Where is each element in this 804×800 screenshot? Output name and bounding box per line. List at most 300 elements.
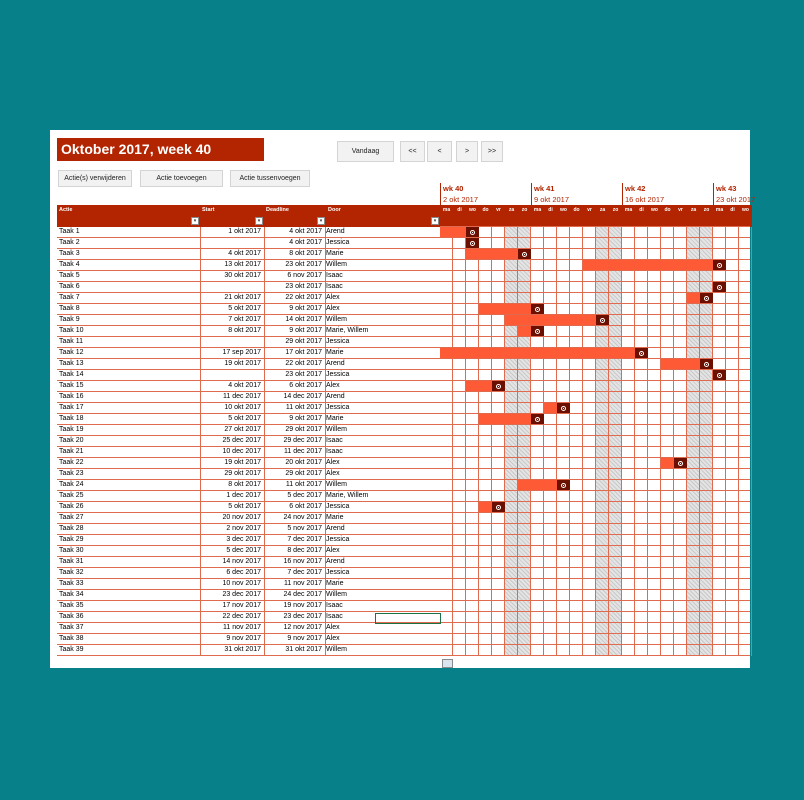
task-name-cell[interactable]: Taak 29 bbox=[59, 536, 84, 543]
grid-line bbox=[440, 369, 750, 370]
day-label: za bbox=[687, 205, 700, 227]
assignee-cell[interactable]: Alex bbox=[326, 470, 340, 477]
grid-line bbox=[440, 281, 750, 282]
task-bar bbox=[583, 260, 713, 270]
deadline-cell[interactable]: 29 okt 2017 bbox=[285, 338, 322, 345]
table-row[interactable] bbox=[57, 634, 440, 645]
deadline-cell[interactable]: 23 dec 2017 bbox=[283, 613, 322, 620]
gantt-chart bbox=[440, 183, 756, 656]
grid-line bbox=[440, 402, 750, 403]
deadline-cell[interactable]: 4 okt 2017 bbox=[289, 239, 322, 246]
day-label: ma bbox=[531, 205, 544, 227]
task-bar bbox=[518, 480, 557, 490]
day-label: vr bbox=[583, 205, 596, 227]
table-row[interactable] bbox=[57, 535, 440, 546]
task-bar bbox=[479, 502, 492, 512]
start-date-cell[interactable]: 11 nov 2017 bbox=[222, 624, 261, 631]
deadline-cell[interactable]: 5 dec 2017 bbox=[287, 492, 322, 499]
deadline-cell[interactable]: 20 okt 2017 bbox=[285, 459, 322, 466]
deadline-cell[interactable]: 5 nov 2017 bbox=[287, 525, 322, 532]
start-date-cell[interactable]: 29 okt 2017 bbox=[224, 470, 261, 477]
task-name-cell[interactable]: Taak 38 bbox=[59, 635, 84, 642]
deadline-cell[interactable]: 7 dec 2017 bbox=[287, 536, 322, 543]
table-row[interactable] bbox=[57, 436, 440, 447]
start-date-cell[interactable]: 21 okt 2017 bbox=[224, 294, 261, 301]
task-name-cell[interactable]: Taak 31 bbox=[59, 558, 84, 565]
task-name-cell[interactable]: Taak 39 bbox=[59, 646, 84, 653]
start-date-cell[interactable]: 14 nov 2017 bbox=[222, 558, 261, 565]
table-row[interactable] bbox=[57, 469, 440, 480]
day-label: ma bbox=[440, 205, 453, 227]
grid-line bbox=[440, 578, 750, 579]
task-name-cell[interactable]: Taak 37 bbox=[59, 624, 84, 631]
task-name-cell[interactable]: Taak 36 bbox=[59, 613, 84, 620]
start-date-cell[interactable]: 5 okt 2017 bbox=[228, 305, 261, 312]
task-name-cell[interactable]: Taak 14 bbox=[59, 371, 84, 378]
deadline-cell[interactable]: 6 okt 2017 bbox=[289, 382, 322, 389]
table-row[interactable] bbox=[57, 403, 440, 414]
day-label: ma bbox=[713, 205, 726, 227]
grid-line bbox=[440, 446, 750, 447]
day-label: za bbox=[596, 205, 609, 227]
task-name-cell[interactable]: Taak 18 bbox=[59, 415, 84, 422]
assignee-cell[interactable]: Arend bbox=[326, 360, 345, 367]
grid-line bbox=[440, 336, 750, 337]
deadline-cell[interactable]: 19 nov 2017 bbox=[283, 602, 322, 609]
table-row[interactable] bbox=[57, 623, 440, 634]
task-name-cell[interactable]: Taak 15 bbox=[59, 382, 84, 389]
insert-action-button[interactable]: Actie tussenvoegen bbox=[230, 170, 310, 187]
grid-line bbox=[440, 655, 750, 656]
assignee-cell[interactable]: Marie bbox=[326, 580, 344, 587]
start-date-cell[interactable]: 8 okt 2017 bbox=[228, 481, 261, 488]
start-date-cell[interactable]: 10 okt 2017 bbox=[224, 404, 261, 411]
assignee-cell[interactable]: Marie, Willem bbox=[326, 492, 369, 499]
grid-line bbox=[440, 490, 750, 491]
task-bar bbox=[505, 315, 596, 325]
filter-deadline-dropdown[interactable]: ▾ bbox=[317, 217, 325, 225]
deadline-cell[interactable]: 31 okt 2017 bbox=[285, 646, 322, 653]
assignee-cell[interactable]: Willem bbox=[326, 591, 347, 598]
assignee-cell[interactable]: Alex bbox=[326, 294, 340, 301]
deadline-cell[interactable]: 24 nov 2017 bbox=[283, 514, 322, 521]
start-date-cell[interactable]: 6 dec 2017 bbox=[226, 569, 261, 576]
start-date-cell[interactable]: 17 sep 2017 bbox=[222, 349, 261, 356]
start-date-cell[interactable]: 1 okt 2017 bbox=[228, 228, 261, 235]
start-date-cell[interactable]: 4 okt 2017 bbox=[228, 382, 261, 389]
deadline-cell[interactable]: 14 okt 2017 bbox=[285, 316, 322, 323]
start-date-cell[interactable]: 22 dec 2017 bbox=[222, 613, 261, 620]
deadline-cell[interactable]: 11 dec 2017 bbox=[283, 448, 322, 455]
start-date-cell[interactable]: 5 okt 2017 bbox=[228, 503, 261, 510]
deadline-cell[interactable]: 29 okt 2017 bbox=[285, 470, 322, 477]
grid-line bbox=[440, 226, 750, 227]
assignee-cell[interactable]: Isaac bbox=[326, 448, 343, 455]
grid-line bbox=[440, 556, 750, 557]
add-action-button[interactable]: Actie toevoegen bbox=[140, 170, 223, 187]
assignee-cell[interactable]: Arend bbox=[326, 525, 345, 532]
table-row[interactable] bbox=[57, 645, 440, 656]
deadline-cell[interactable]: 23 okt 2017 bbox=[285, 371, 322, 378]
day-label: wo bbox=[557, 205, 570, 227]
start-date-cell[interactable]: 10 nov 2017 bbox=[222, 580, 261, 587]
task-name-cell[interactable]: Taak 8 bbox=[59, 305, 80, 312]
deadline-marker-icon bbox=[531, 304, 544, 314]
table-row[interactable] bbox=[57, 315, 440, 326]
assignee-cell[interactable]: Marie bbox=[326, 250, 344, 257]
week-header bbox=[440, 183, 531, 205]
deadline-cell[interactable]: 22 okt 2017 bbox=[285, 360, 322, 367]
column-divider bbox=[325, 227, 326, 656]
assignee-cell[interactable]: Isaac bbox=[326, 272, 343, 279]
deadline-marker-icon bbox=[466, 238, 479, 248]
deadline-marker-icon bbox=[492, 502, 505, 512]
start-date-cell[interactable]: 27 okt 2017 bbox=[224, 426, 261, 433]
deadline-cell[interactable]: 11 nov 2017 bbox=[283, 580, 322, 587]
deadline-cell[interactable]: 9 okt 2017 bbox=[289, 327, 322, 334]
task-name-cell[interactable]: Taak 1 bbox=[59, 228, 80, 235]
start-date-cell[interactable]: 13 okt 2017 bbox=[224, 261, 261, 268]
start-date-cell[interactable]: 7 okt 2017 bbox=[228, 316, 261, 323]
task-name-cell[interactable]: Taak 27 bbox=[59, 514, 84, 521]
task-name-cell[interactable]: Taak 26 bbox=[59, 503, 84, 510]
header-action: Actie bbox=[59, 207, 73, 213]
table-row[interactable] bbox=[57, 579, 440, 590]
deadline-marker-icon bbox=[674, 458, 687, 468]
table-row[interactable] bbox=[57, 392, 440, 403]
day-label: di bbox=[544, 205, 557, 227]
table-row[interactable] bbox=[57, 249, 440, 260]
table-row[interactable] bbox=[57, 557, 440, 568]
task-bar bbox=[687, 293, 700, 303]
table-row[interactable] bbox=[57, 326, 440, 337]
task-name-cell[interactable]: Taak 2 bbox=[59, 239, 80, 246]
table-row[interactable] bbox=[57, 370, 440, 381]
grid-line bbox=[440, 545, 750, 546]
task-name-cell[interactable]: Taak 34 bbox=[59, 591, 84, 598]
grid-line bbox=[440, 479, 750, 480]
table-row[interactable] bbox=[57, 502, 440, 513]
task-name-cell[interactable]: Taak 33 bbox=[59, 580, 84, 587]
assignee-cell[interactable]: Marie bbox=[326, 415, 344, 422]
start-date-cell[interactable]: 19 okt 2017 bbox=[224, 360, 261, 367]
task-bar bbox=[479, 414, 531, 424]
table-row[interactable] bbox=[57, 425, 440, 436]
assignee-cell[interactable]: Willem bbox=[326, 646, 347, 653]
deadline-cell[interactable]: 23 okt 2017 bbox=[285, 283, 322, 290]
grid-line bbox=[440, 435, 750, 436]
deadline-cell[interactable]: 4 okt 2017 bbox=[289, 228, 322, 235]
assignee-cell[interactable]: Isaac bbox=[326, 602, 343, 609]
assignee-cell[interactable]: Jessica bbox=[326, 338, 350, 345]
header-deadline: Deadline bbox=[266, 207, 289, 213]
deadline-marker-icon bbox=[557, 403, 570, 413]
task-name-cell[interactable]: Taak 30 bbox=[59, 547, 84, 554]
week-label: wk 43 bbox=[716, 184, 737, 193]
task-name-cell[interactable]: Taak 24 bbox=[59, 481, 84, 488]
task-name-cell[interactable]: Taak 3 bbox=[59, 250, 80, 257]
assignee-cell[interactable]: Willem bbox=[326, 481, 347, 488]
prev-button[interactable]: < bbox=[427, 141, 452, 162]
filter-start-dropdown[interactable]: ▾ bbox=[255, 217, 263, 225]
assignee-cell[interactable]: Alex bbox=[326, 624, 340, 631]
week-label: wk 41 bbox=[534, 184, 555, 193]
task-name-cell[interactable]: Taak 32 bbox=[59, 569, 84, 576]
day-label: vr bbox=[674, 205, 687, 227]
table-row[interactable] bbox=[57, 238, 440, 249]
header-by: Door bbox=[328, 207, 341, 213]
day-label: do bbox=[479, 205, 492, 227]
filter-action-dropdown[interactable]: ▾ bbox=[191, 217, 199, 225]
start-date-cell[interactable]: 5 dec 2017 bbox=[226, 547, 261, 554]
assignee-cell[interactable]: Alex bbox=[326, 635, 340, 642]
table-row[interactable] bbox=[57, 348, 440, 359]
deadline-marker-icon bbox=[700, 359, 713, 369]
task-name-cell[interactable]: Taak 19 bbox=[59, 426, 84, 433]
day-label: di bbox=[635, 205, 648, 227]
assignee-cell[interactable]: Isaac bbox=[326, 283, 343, 290]
assignee-cell[interactable]: Jessica bbox=[326, 536, 350, 543]
assignee-cell[interactable]: Isaac bbox=[326, 613, 343, 620]
assignee-cell[interactable]: Alex bbox=[326, 547, 340, 554]
assignee-cell[interactable]: Arend bbox=[326, 228, 345, 235]
deadline-cell[interactable]: 29 okt 2017 bbox=[285, 426, 322, 433]
assignee-cell[interactable]: Alex bbox=[326, 382, 340, 389]
task-name-cell[interactable]: Taak 20 bbox=[59, 437, 84, 444]
filter-by-dropdown[interactable]: ▾ bbox=[431, 217, 439, 225]
start-date-cell[interactable]: 4 okt 2017 bbox=[228, 250, 261, 257]
table-row[interactable] bbox=[57, 524, 440, 535]
deadline-marker-icon bbox=[557, 480, 570, 490]
assignee-cell[interactable]: Willem bbox=[326, 261, 347, 268]
task-name-cell[interactable]: Taak 13 bbox=[59, 360, 84, 367]
grid-line bbox=[440, 600, 750, 601]
start-date-cell[interactable]: 1 dec 2017 bbox=[226, 492, 261, 499]
task-name-cell[interactable]: Taak 12 bbox=[59, 349, 84, 356]
grid-line bbox=[440, 644, 750, 645]
assignee-cell[interactable]: Marie, Willem bbox=[326, 327, 369, 334]
assignee-cell[interactable]: Isaac bbox=[326, 437, 343, 444]
assignee-cell[interactable]: Jessica bbox=[326, 404, 350, 411]
deadline-marker-icon bbox=[531, 326, 544, 336]
task-bar bbox=[466, 381, 492, 391]
deadline-cell[interactable]: 11 okt 2017 bbox=[285, 481, 322, 488]
table-row[interactable] bbox=[57, 337, 440, 348]
grid-line bbox=[440, 589, 750, 590]
deadline-cell[interactable]: 8 okt 2017 bbox=[289, 250, 322, 257]
assignee-cell[interactable]: Jessica bbox=[326, 503, 350, 510]
start-date-cell[interactable]: 30 okt 2017 bbox=[224, 272, 261, 279]
deadline-cell[interactable]: 16 nov 2017 bbox=[283, 558, 322, 565]
next-button[interactable]: > bbox=[456, 141, 478, 162]
week-date: 23 okt 2017 bbox=[716, 195, 756, 204]
task-name-cell[interactable]: Taak 11 bbox=[59, 338, 83, 345]
assignee-cell[interactable]: Alex bbox=[326, 305, 340, 312]
day-label: zo bbox=[700, 205, 713, 227]
task-name-cell[interactable]: Taak 10 bbox=[59, 327, 84, 334]
start-date-cell[interactable]: 19 okt 2017 bbox=[224, 459, 261, 466]
table-row[interactable] bbox=[57, 458, 440, 469]
day-label: zo bbox=[518, 205, 531, 227]
deadline-cell[interactable]: 12 nov 2017 bbox=[283, 624, 322, 631]
task-bar bbox=[518, 326, 531, 336]
assignee-cell[interactable]: Jessica bbox=[326, 239, 350, 246]
start-date-cell[interactable]: 3 dec 2017 bbox=[226, 536, 261, 543]
start-date-cell[interactable]: 9 nov 2017 bbox=[226, 635, 261, 642]
table-row[interactable] bbox=[57, 601, 440, 612]
table-row[interactable] bbox=[57, 359, 440, 370]
grid-line bbox=[440, 512, 750, 513]
deadline-marker-icon bbox=[492, 381, 505, 391]
task-name-cell[interactable]: Taak 5 bbox=[59, 272, 80, 279]
deadline-cell[interactable]: 6 okt 2017 bbox=[289, 503, 322, 510]
table-row[interactable] bbox=[57, 414, 440, 425]
first-button[interactable]: << bbox=[400, 141, 425, 162]
table-row[interactable] bbox=[57, 293, 440, 304]
table-row[interactable] bbox=[57, 491, 440, 502]
deadline-cell[interactable]: 22 okt 2017 bbox=[285, 294, 322, 301]
start-date-cell[interactable]: 8 okt 2017 bbox=[228, 327, 261, 334]
deadline-marker-icon bbox=[700, 293, 713, 303]
table-row[interactable] bbox=[57, 260, 440, 271]
week-date: 2 okt 2017 bbox=[443, 195, 479, 204]
assignee-cell[interactable]: Alex bbox=[326, 459, 340, 466]
week-label: wk 40 bbox=[443, 184, 464, 193]
task-name-cell[interactable]: Taak 35 bbox=[59, 602, 84, 609]
start-date-cell[interactable]: 5 okt 2017 bbox=[228, 415, 261, 422]
grid-line bbox=[440, 237, 750, 238]
task-name-cell[interactable]: Taak 16 bbox=[59, 393, 84, 400]
start-date-cell[interactable]: 20 nov 2017 bbox=[222, 514, 261, 521]
week-date: 9 okt 2017 bbox=[534, 195, 570, 204]
task-name-cell[interactable]: Taak 23 bbox=[59, 470, 84, 477]
table-row[interactable] bbox=[57, 271, 440, 282]
week-header bbox=[622, 183, 713, 205]
paste-options-icon[interactable] bbox=[442, 659, 453, 668]
deadline-marker-icon bbox=[713, 370, 726, 380]
assignee-cell[interactable]: Jessica bbox=[326, 371, 350, 378]
day-label: wo bbox=[648, 205, 661, 227]
deadline-cell[interactable]: 11 okt 2017 bbox=[285, 404, 322, 411]
start-date-cell[interactable]: 23 dec 2017 bbox=[222, 591, 261, 598]
grid-line bbox=[440, 468, 750, 469]
deadline-marker-icon bbox=[713, 282, 726, 292]
grid-line bbox=[440, 270, 750, 271]
assignee-cell[interactable]: Willem bbox=[326, 426, 347, 433]
deadline-cell[interactable]: 14 dec 2017 bbox=[283, 393, 322, 400]
day-label: za bbox=[505, 205, 518, 227]
deadline-cell[interactable]: 7 dec 2017 bbox=[287, 569, 322, 576]
table-row[interactable] bbox=[57, 282, 440, 293]
task-name-cell[interactable]: Taak 21 bbox=[59, 448, 84, 455]
grid-line bbox=[440, 457, 750, 458]
selected-cell[interactable] bbox=[375, 613, 441, 624]
page-title: Oktober 2017, week 40 bbox=[57, 138, 264, 161]
deadline-cell[interactable]: 8 dec 2017 bbox=[287, 547, 322, 554]
table-row[interactable] bbox=[57, 381, 440, 392]
deadline-cell[interactable]: 6 nov 2017 bbox=[287, 272, 322, 279]
task-name-cell[interactable]: Taak 4 bbox=[59, 261, 80, 268]
today-button[interactable]: Vandaag bbox=[337, 141, 394, 162]
task-bar bbox=[440, 227, 466, 237]
spreadsheet bbox=[50, 130, 756, 668]
start-date-cell[interactable]: 17 nov 2017 bbox=[222, 602, 261, 609]
day-label: do bbox=[661, 205, 674, 227]
task-name-cell[interactable]: Taak 7 bbox=[59, 294, 80, 301]
delete-action-button[interactable]: Actie(s) verwijderen bbox=[58, 170, 132, 187]
day-label: wo bbox=[466, 205, 479, 227]
task-bar bbox=[466, 249, 518, 259]
deadline-cell[interactable]: 9 nov 2017 bbox=[287, 635, 322, 642]
grid-line bbox=[440, 611, 750, 612]
deadline-marker-icon bbox=[635, 348, 648, 358]
assignee-cell[interactable]: Arend bbox=[326, 558, 345, 565]
table-row[interactable] bbox=[57, 590, 440, 601]
day-label: di bbox=[726, 205, 739, 227]
deadline-cell[interactable]: 29 dec 2017 bbox=[283, 437, 322, 444]
task-name-cell[interactable]: Taak 25 bbox=[59, 492, 84, 499]
start-date-cell[interactable]: 11 dec 2017 bbox=[222, 393, 261, 400]
task-name-cell[interactable]: Taak 28 bbox=[59, 525, 84, 532]
day-label: vr bbox=[492, 205, 505, 227]
deadline-marker-icon bbox=[466, 227, 479, 237]
start-date-cell[interactable]: 2 nov 2017 bbox=[226, 525, 261, 532]
grid-line bbox=[440, 424, 750, 425]
start-date-cell[interactable]: 25 dec 2017 bbox=[222, 437, 261, 444]
column-divider bbox=[200, 227, 201, 656]
task-name-cell[interactable]: Taak 17 bbox=[59, 404, 84, 411]
table-row[interactable] bbox=[57, 304, 440, 315]
day-label: do bbox=[570, 205, 583, 227]
table-row[interactable] bbox=[57, 513, 440, 524]
deadline-cell[interactable]: 9 okt 2017 bbox=[289, 305, 322, 312]
task-name-cell[interactable]: Taak 6 bbox=[59, 283, 80, 290]
grid-line bbox=[440, 622, 750, 623]
day-label: wo bbox=[739, 205, 752, 227]
day-label: di bbox=[453, 205, 466, 227]
last-button[interactable]: >> bbox=[481, 141, 503, 162]
assignee-cell[interactable]: Marie bbox=[326, 514, 344, 521]
table-header bbox=[57, 205, 440, 227]
table-row[interactable] bbox=[57, 447, 440, 458]
start-date-cell[interactable]: 10 dec 2017 bbox=[222, 448, 261, 455]
table-row[interactable] bbox=[57, 568, 440, 579]
day-label: zo bbox=[609, 205, 622, 227]
task-name-cell[interactable]: Taak 9 bbox=[59, 316, 80, 323]
table-row[interactable] bbox=[57, 546, 440, 557]
deadline-cell[interactable]: 9 okt 2017 bbox=[289, 415, 322, 422]
start-date-cell[interactable]: 31 okt 2017 bbox=[224, 646, 261, 653]
grid-line bbox=[440, 391, 750, 392]
task-bar bbox=[661, 359, 700, 369]
table-row[interactable] bbox=[57, 227, 440, 238]
table-row[interactable] bbox=[57, 480, 440, 491]
assignee-cell[interactable]: Willem bbox=[326, 316, 347, 323]
task-name-cell[interactable]: Taak 22 bbox=[59, 459, 84, 466]
deadline-cell[interactable]: 24 dec 2017 bbox=[283, 591, 322, 598]
day-label: ma bbox=[622, 205, 635, 227]
assignee-cell[interactable]: Arend bbox=[326, 393, 345, 400]
grid-line bbox=[440, 633, 750, 634]
grid-line bbox=[440, 523, 750, 524]
deadline-cell[interactable]: 23 okt 2017 bbox=[285, 261, 322, 268]
week-label: wk 42 bbox=[625, 184, 646, 193]
grid-line bbox=[440, 534, 750, 535]
deadline-cell[interactable]: 17 okt 2017 bbox=[285, 349, 322, 356]
deadline-marker-icon bbox=[518, 249, 531, 259]
assignee-cell[interactable]: Jessica bbox=[326, 569, 350, 576]
assignee-cell[interactable]: Marie bbox=[326, 349, 344, 356]
